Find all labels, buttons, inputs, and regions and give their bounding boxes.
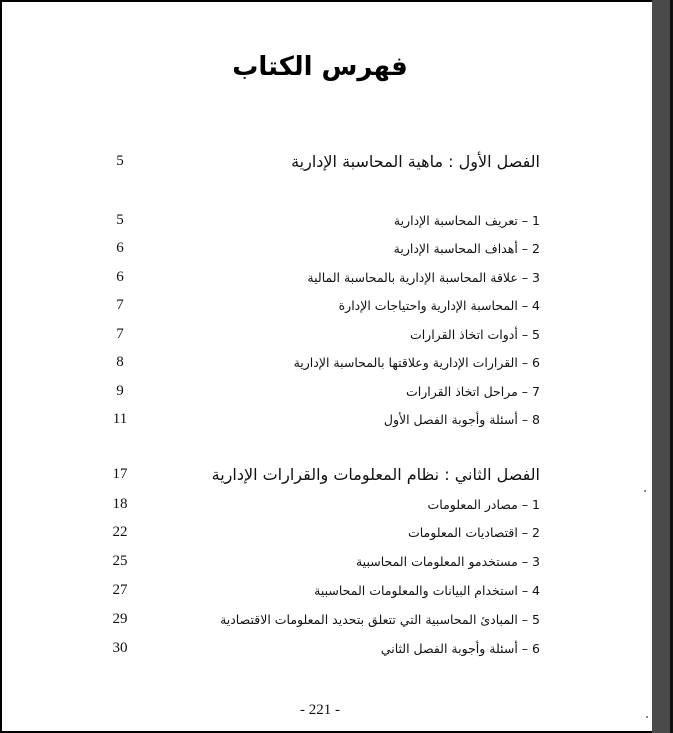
chapter-page-number: 5 xyxy=(116,152,124,169)
entry-page-number: 7 xyxy=(116,296,124,313)
entry-page-number: 29 xyxy=(112,610,128,627)
entry-page-number: 8 xyxy=(116,353,124,370)
toc-entry[interactable] xyxy=(100,378,540,404)
toc-entry[interactable] xyxy=(100,635,540,661)
entry-label: 5 – أدوات اتخاذ القرارات xyxy=(409,326,540,342)
entry-label: 6 – أسئلة وأجوبة الفصل الثاني xyxy=(380,640,540,656)
entry-label: 1 – مصادر المعلومات xyxy=(427,496,540,512)
scan-speck xyxy=(644,490,646,492)
entry-page-number: 18 xyxy=(112,495,128,512)
toc-entry[interactable] xyxy=(100,577,540,603)
page-title: فهرس الكتاب xyxy=(232,52,408,82)
entry-label: 7 – مراحل اتخاذ القرارات xyxy=(405,383,540,399)
chapter-title: الفصل الأول : ماهية المحاسبة الإدارية xyxy=(291,151,540,171)
entry-page-number: 22 xyxy=(112,523,128,540)
entry-label: 1 – تعريف المحاسبة الإدارية xyxy=(393,212,540,228)
chapter-page-number: 17 xyxy=(112,465,128,482)
entry-label: 2 – اقتصاديات المعلومات xyxy=(407,524,540,540)
entry-page-number: 27 xyxy=(112,581,128,598)
entry-page-number: 25 xyxy=(112,552,128,569)
entry-page-number: 7 xyxy=(116,325,124,342)
entry-label: 4 – استخدام البيانات والمعلومات المحاسبية xyxy=(314,582,540,598)
entry-page-number: 6 xyxy=(116,239,124,256)
toc-entry[interactable] xyxy=(100,406,540,432)
entry-label: 3 – مستخدمو المعلومات المحاسبية xyxy=(355,553,540,569)
scan-speck xyxy=(646,716,648,718)
entry-page-number: 6 xyxy=(116,268,124,285)
entry-page-number: 9 xyxy=(116,382,124,399)
entry-label: 5 – المبادئ المحاسبية التي تتعلق بتحديد المعلومات الاقتصادية xyxy=(220,611,540,627)
entry-label: 6 – القرارات الإدارية وعلاقتها بالمحاسبة الإدارية xyxy=(293,354,540,370)
entry-label: 4 – المحاسبة الإدارية واحتياجات الإدارة xyxy=(338,297,540,313)
toc-entry[interactable] xyxy=(100,349,540,375)
page-number-footer: - 221 - xyxy=(300,702,340,718)
toc-entry[interactable] xyxy=(100,207,540,233)
entry-label: 8 – أسئلة وأجوبة الفصل الأول xyxy=(383,411,540,427)
entry-page-number: 5 xyxy=(116,211,124,228)
toc-entry[interactable] xyxy=(100,548,540,574)
entry-page-number: 30 xyxy=(112,639,128,656)
page-side-strip xyxy=(652,0,670,733)
toc-entry[interactable] xyxy=(100,264,540,290)
toc-entry[interactable] xyxy=(100,235,540,261)
chapter-title: الفصل الثاني : نظام المعلومات والقرارات الإدارية xyxy=(211,464,540,484)
toc-entry[interactable] xyxy=(100,321,540,347)
toc-entry[interactable] xyxy=(100,606,540,632)
toc-entry[interactable] xyxy=(100,519,540,545)
entry-label: 2 – أهداف المحاسبة الإدارية xyxy=(393,240,540,256)
entry-page-number: 11 xyxy=(112,410,128,427)
entry-label: 3 – علاقة المحاسبة الإدارية بالمحاسبة المالية xyxy=(307,269,540,285)
toc-entry[interactable] xyxy=(100,491,540,517)
chapter-heading-1[interactable] xyxy=(100,148,540,174)
toc-entry[interactable] xyxy=(100,292,540,318)
chapter-heading-2[interactable] xyxy=(100,461,540,487)
